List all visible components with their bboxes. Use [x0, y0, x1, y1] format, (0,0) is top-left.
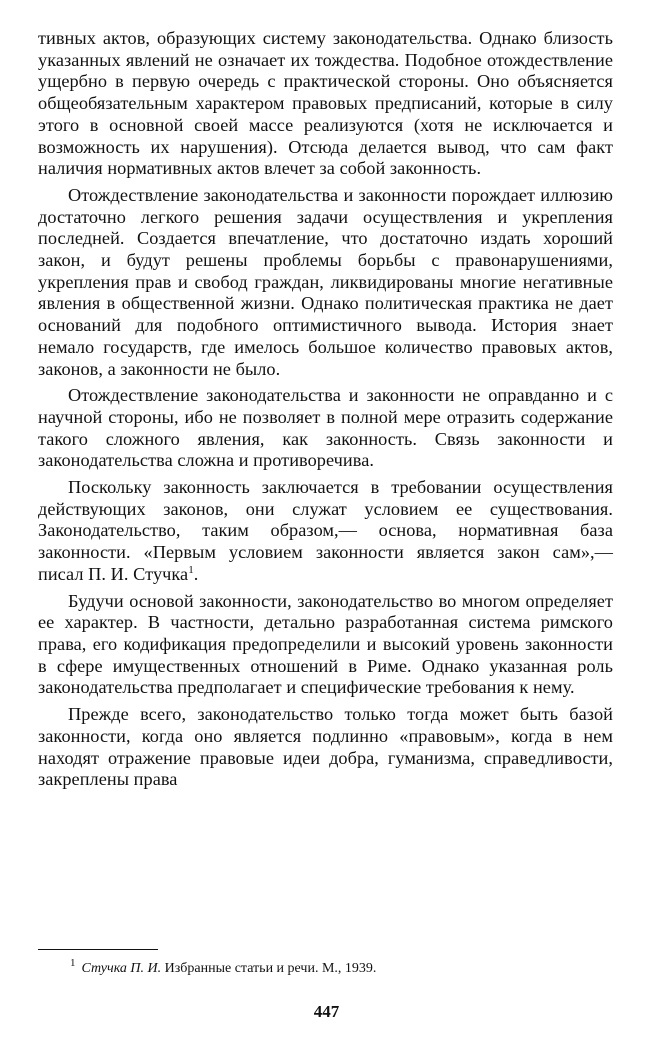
footnote-divider: [38, 949, 158, 950]
footnote-mark: 1: [70, 957, 76, 970]
paragraph-4-text: Поскольку законность заключается в требовании осуществления действующих законов, они служат условием ее существования. Законодательство, таким образом,— основа, нормативная база законности. «Первым условием законности является закон сам»,— писал П. И. Стучка: [38, 477, 613, 584]
footnote-text: Избранные статьи и речи. М., 1939.: [164, 961, 377, 976]
body-text: [38, 28, 613, 791]
page-content: [38, 28, 613, 791]
paragraph-5: Будучи основой законности, законодательство во многом определяет ее характер. В частности, детально разработанная система римского права, его кодификация предопределили и высокий уровень законности в сфере имущественных отношений в Риме. Однако указанная роль законодательства предполагает и специфические требования к нему.: [38, 590, 613, 698]
paragraph-3: Отождествление законодательства и законности не оправданно и с научной стороны, ибо не позволяет в полной мере отразить содержание такого сложного явления, как законность. Связь законности и законодательства сложна и противоречива.: [38, 385, 613, 471]
paragraph-2: Отождествление законодательства и законности порождает иллюзию достаточно легкого решения задачи осуществления и укрепления последней. Создается впечатление, что достаточно издать хороший закон, и будут решены проблемы борьбы с правонарушениями, укрепления прав и свобод граждан, ликвидированы многие негативные явления в общественной жизни. Однако политическая практика не дает оснований для подобного оптимистичного вывода. История знает немало государств, где имелось большое количество правовых актов, законов, а законности не было.: [38, 184, 613, 379]
page-number: 447: [313, 1002, 340, 1021]
paragraph-4: Поскольку законность заключается в требовании осуществления действующих законов, они служат условием ее существования. Законодательство, таким образом,— основа, нормативная база законности. «Первым условием законности является закон сам»,— писал П. И. Стучка$^1$.: [38, 477, 613, 584]
footnote: [70, 957, 610, 977]
paragraph-1: тивных актов, образующих систему законодательства. Однако близость указанных явлений не означает их тождества. Подобное отождествление ущербно в первую очередь с практической стороны. Оно объясняется общеобязательным характером правовых предписаний, которые в силу этого в основной своей массе реализуются (хотя не исключается и возможность их нарушения). Отсюда делается вывод, что сам факт наличия нормативных актов влечет за собой законность.: [38, 28, 613, 179]
footnote-author: Стучка П. И.: [81, 961, 162, 976]
footnote-reference: 1: [188, 563, 194, 576]
paragraph-6: Прежде всего, законодательство только тогда может быть базой законности, когда оно является подлинно «правовым», когда в нем находят отражение правовые идеи добра, гуманизма, справедливости, закреплены права: [38, 704, 613, 790]
